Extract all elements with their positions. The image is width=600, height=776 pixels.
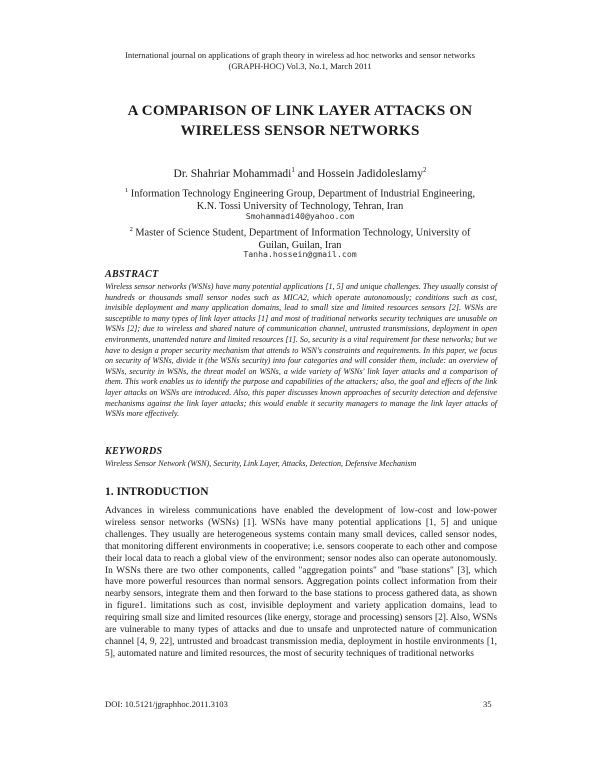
affiliation-2-sup: 2 [129, 226, 133, 233]
introduction-heading: 1. INTRODUCTION [105, 486, 209, 498]
affiliation-2-email: Tanha.hossein@gmail.com [243, 249, 357, 259]
author-2-sup: 2 [422, 166, 427, 174]
title-line-2: WIRELESS SENSOR NETWORKS [180, 123, 420, 139]
introduction-text: Advances in wireless communications have enabled the development of low-cost and low-power wireless sensor networks (WSNs) [1]. WSNs have many potential applications [1, 5] and unique challenges. They usually are heterogeneous systems contain many small devices, called sensor nodes, that monitoring different environments in cooperative; i.e. sensors cooperate to each other and compose their local data to reach a global view of the environment; sensor nodes also can operate autonomously. In WSNs there are two other components, called "aggregation points" and "base stations" [3], which have more powerful resources than normal sensors. Aggregation points collect information from their nearby sensors, integrate them and then forward to the base stations to process gathered data, as shown in figure1. limitations such as cost, invisible deployment and variety application domains, lead to requiring small size and limited resources (like energy, storage and processing) sensors [2]. Also, WSNs are vulnerable to many types of attacks and due to unsafe and unprotected nature of communication channel [4, 9, 22], untrusted and broadcast transmission media, deployment in hostile environments [1, 5], automated nature and limited resources, the most of security techniques of traditional networks [105, 506, 497, 659]
author-1: Dr. Shahriar Mohammadi [173, 167, 292, 180]
affiliation-1 [90, 184, 510, 213]
author-conjunction: and [294, 167, 318, 180]
page-number: 35 [483, 699, 492, 709]
abstract-text: Wireless sensor networks (WSNs) have many potential applications [1, 5] and unique challenges. They usually consist of hundreds or thousands small sensor nodes such as MICA2, which operate autonomously; conditions such as cost, invisible deployment and many application domains, lead to small size and limited resources sensors [2]. WSNs are susceptible to many types of link layer attacks [1] and most of traditional networks security techniques are unusable on WSNs [2]; due to wireless and shared nature of communication channel, untrusted transmissions, deployment in open environments, unattended nature and limited resources [1]. So, security is a vital requirement for these networks; but we have to design a proper security mechanism that attends to WSN's constraints and requirements. In this paper, we focus on security of WSNs, divide it (the WSNs security) into four categories and will consider them, include: an overview of WSNs, security in WSNs, the threat model on WSNs, a wide variety of WSNs' link layer attacks and a comparison of them. This work enables us to identify the purpose and capabilities of the attackers; also, the goal and effects of the link layer attacks on WSNs are introduced. Also, this paper discusses known approaches of security detection and defensive mechanisms against the link layer attacks; this would enable it security managers to manage the link layer attacks of WSNs more effectively. [105, 282, 497, 419]
keywords-heading: KEYWORDS [105, 446, 163, 457]
affiliation-2-line-2: Guilan, Guilan, Iran [258, 240, 342, 252]
title-line-1: A COMPARISON OF LINK LAYER ATTACKS ON [127, 103, 473, 119]
journal-header [95, 50, 505, 72]
affiliation-1-email: Smohammadi40@yahoo.com [245, 211, 355, 221]
author-1-sup: 1 [291, 166, 295, 174]
author-list [60, 163, 540, 181]
keywords-text: Wireless Sensor Network (WSN), Security, Link Layer, Attacks, Detection, Defensive Mechanism [105, 459, 417, 468]
journal-line-2: (GRAPH-HOC) Vol.3, No.1, March 2011 [228, 61, 372, 71]
paper-title [60, 101, 540, 141]
doi-footer: DOI: 10.5121/jgraphhoc.2011.3103 [105, 699, 228, 709]
affiliation-1-line-2: K.N. Tossi University of Technology, Tehran, Iran [196, 201, 404, 213]
affiliation-2-line-1: Master of Science Student, Department of Information Technology, University of [135, 227, 471, 239]
affiliation-2 [90, 223, 510, 252]
journal-line-1: International journal on applications of graph theory in wireless ad hoc networks and sensor networks [125, 50, 475, 60]
affiliation-1-line-1: Information Technology Engineering Group, Department of Industrial Engineering, [130, 188, 476, 200]
affiliation-1-sup: 1 [124, 187, 129, 194]
abstract-heading: ABSTRACT [105, 269, 159, 280]
author-2: Hossein Jadidoleslamy [317, 167, 423, 180]
